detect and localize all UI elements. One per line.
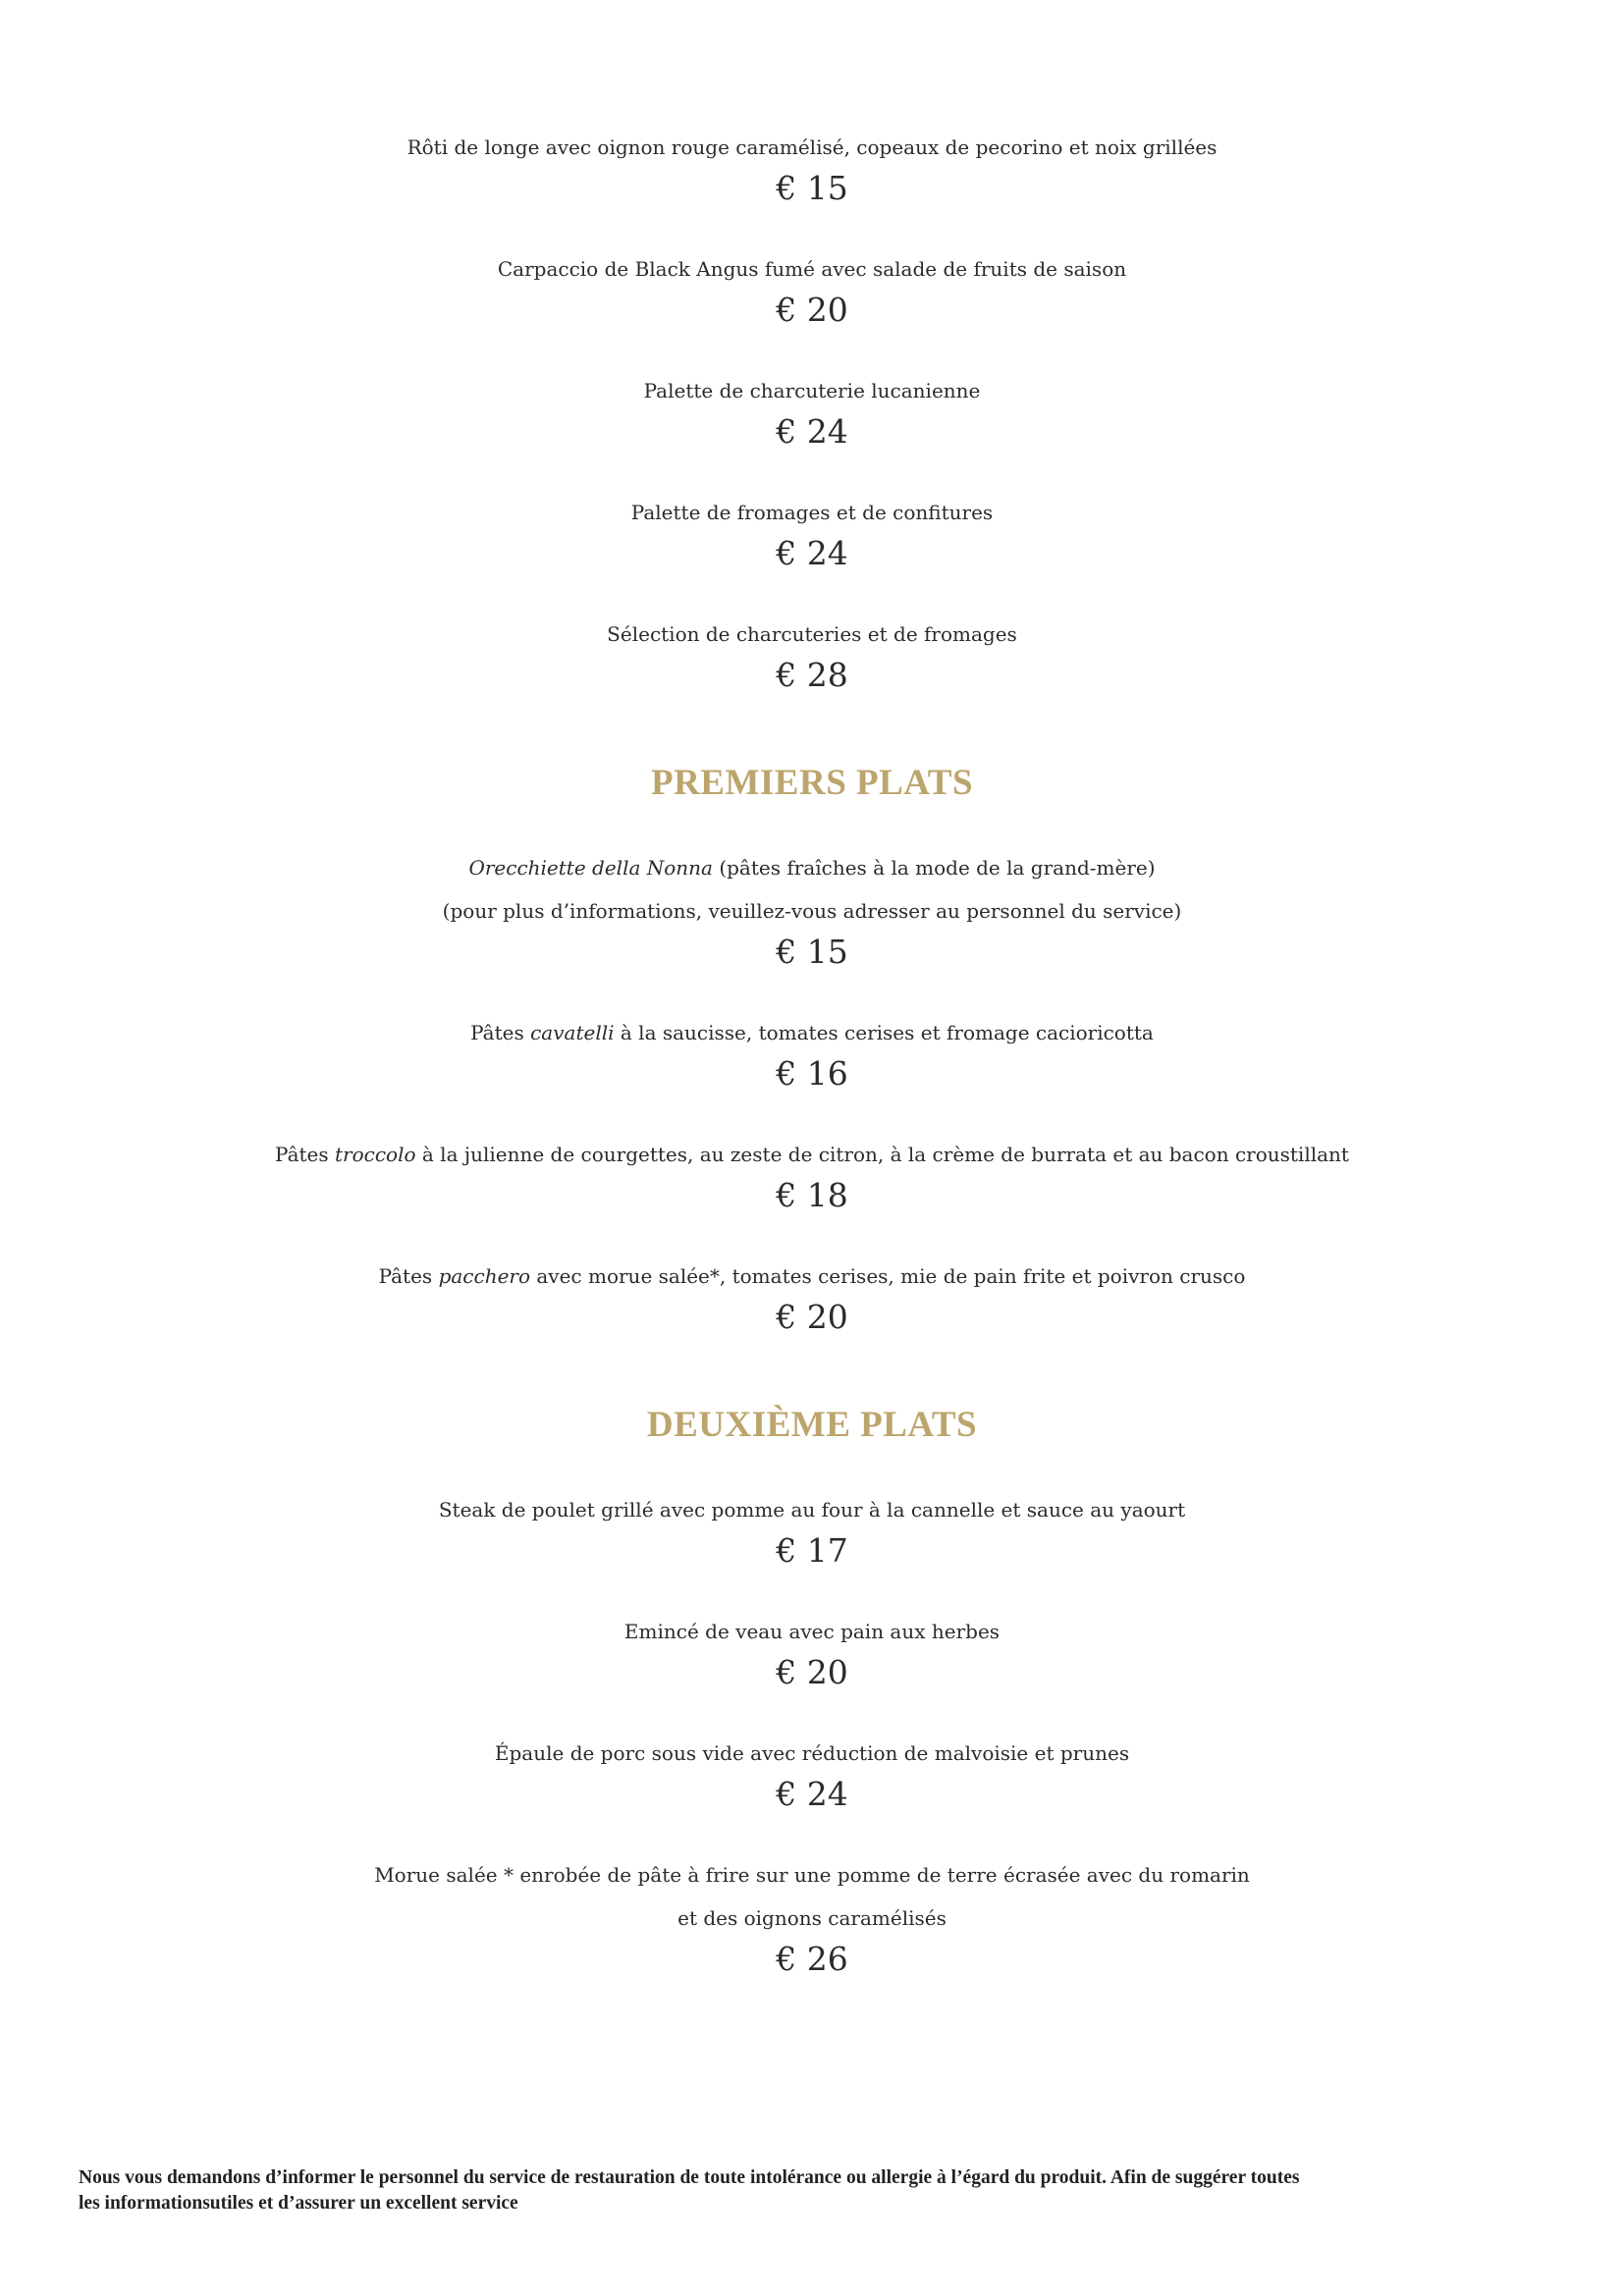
dish-name-rest: à la saucisse, tomates cerises et fromage cacioricotta [614,1021,1154,1044]
dish-price: € 17 [776,1531,848,1570]
menu-item [0,247,1624,330]
dish-name-continued: et des oignons caramélisés [677,1906,947,1930]
dish-price: € 15 [776,169,848,207]
dish-price: € 15 [776,933,848,971]
section-title-premiers: PREMIERS PLATS [650,763,974,803]
dish-name-italic: troccolo [335,1143,416,1166]
dish-price: € 16 [776,1054,848,1093]
dish-name-italic: cavatelli [530,1021,615,1044]
dish-name: Épaule de porc sous vide avec réduction de malvoisie et prunes [494,1741,1130,1765]
menu-item [0,1853,1624,1979]
menu-item [0,126,1624,208]
dish-name: Carpaccio de Black Angus fumé avec salade de fruits de saison [497,257,1127,281]
dish-name: Steak de poulet grillé avec pomme au four à la cannelle et sauce au yaourt [438,1498,1186,1522]
allergy-notice-line-2: les informationsutiles et d’assurer un excellent service [79,2193,518,2214]
menu-item [0,1610,1624,1692]
dish-price: € 20 [776,1653,848,1691]
menu-item [0,613,1624,695]
menu-item [0,491,1624,573]
menu-item [0,846,1624,972]
dish-price: € 20 [776,291,848,329]
dish-name-pre: Pâtes [378,1264,439,1288]
dish-price: € 26 [776,1940,848,1978]
dish-price: € 24 [776,1775,848,1813]
menu-item [0,369,1624,452]
dish-name: Emincé de veau avec pain aux herbes [623,1620,1001,1643]
dish-price: € 24 [776,534,848,572]
dish-name-italic: Orecchiette della Nonna [468,856,713,880]
dish-name: Morue salée * enrobée de pâte à frire sur une pomme de terre écrasée avec du romarin [374,1863,1250,1887]
dish-name [0,1133,1624,1176]
dish-price: € 18 [776,1176,848,1214]
menu-item [0,1488,1624,1571]
dish-note: (pour plus d’informations, veuillez-vous adresser au personnel du service) [442,899,1182,923]
allergy-notice [79,2165,1551,2216]
section-title-deuxieme: DEUXIÈME PLATS [646,1405,978,1445]
dish-name: Palette de fromages et de confitures [630,501,994,524]
dish-name: Rôti de longe avec oignon rouge caramélisé, copeaux de pecorino et noix grillées [406,135,1218,159]
dish-name [0,846,1624,889]
dish-price: € 28 [776,656,848,694]
dish-name: Sélection de charcuteries et de fromages [607,622,1017,646]
dish-name [0,1255,1624,1298]
menu [0,126,1624,2018]
dish-name-pre: Pâtes [275,1143,336,1166]
dish-name-rest: à la julienne de courgettes, au zeste de citron, à la crème de burrata et au bacon croustillant [415,1143,1349,1166]
dish-name-rest: (pâtes fraîches à la mode de la grand-mère) [712,856,1156,880]
menu-item [0,1255,1624,1337]
menu-item [0,1133,1624,1215]
menu-item [0,1011,1624,1094]
dish-name: Palette de charcuterie lucanienne [643,379,981,402]
allergy-notice-line-1: Nous vous demandons d’informer le personnel du service de restauration de toute intolérance ou allergie à l’égard du produit. Afin de suggérer toutes [79,2167,1300,2188]
dish-name-rest: avec morue salée*, tomates cerises, mie de pain frite et poivron crusco [530,1264,1246,1288]
dish-name-italic: pacchero [438,1264,531,1288]
dish-price: € 20 [776,1298,848,1336]
menu-item [0,1732,1624,1814]
dish-name [0,1011,1624,1054]
dish-price: € 24 [776,412,848,451]
dish-name-pre: Pâtes [470,1021,531,1044]
